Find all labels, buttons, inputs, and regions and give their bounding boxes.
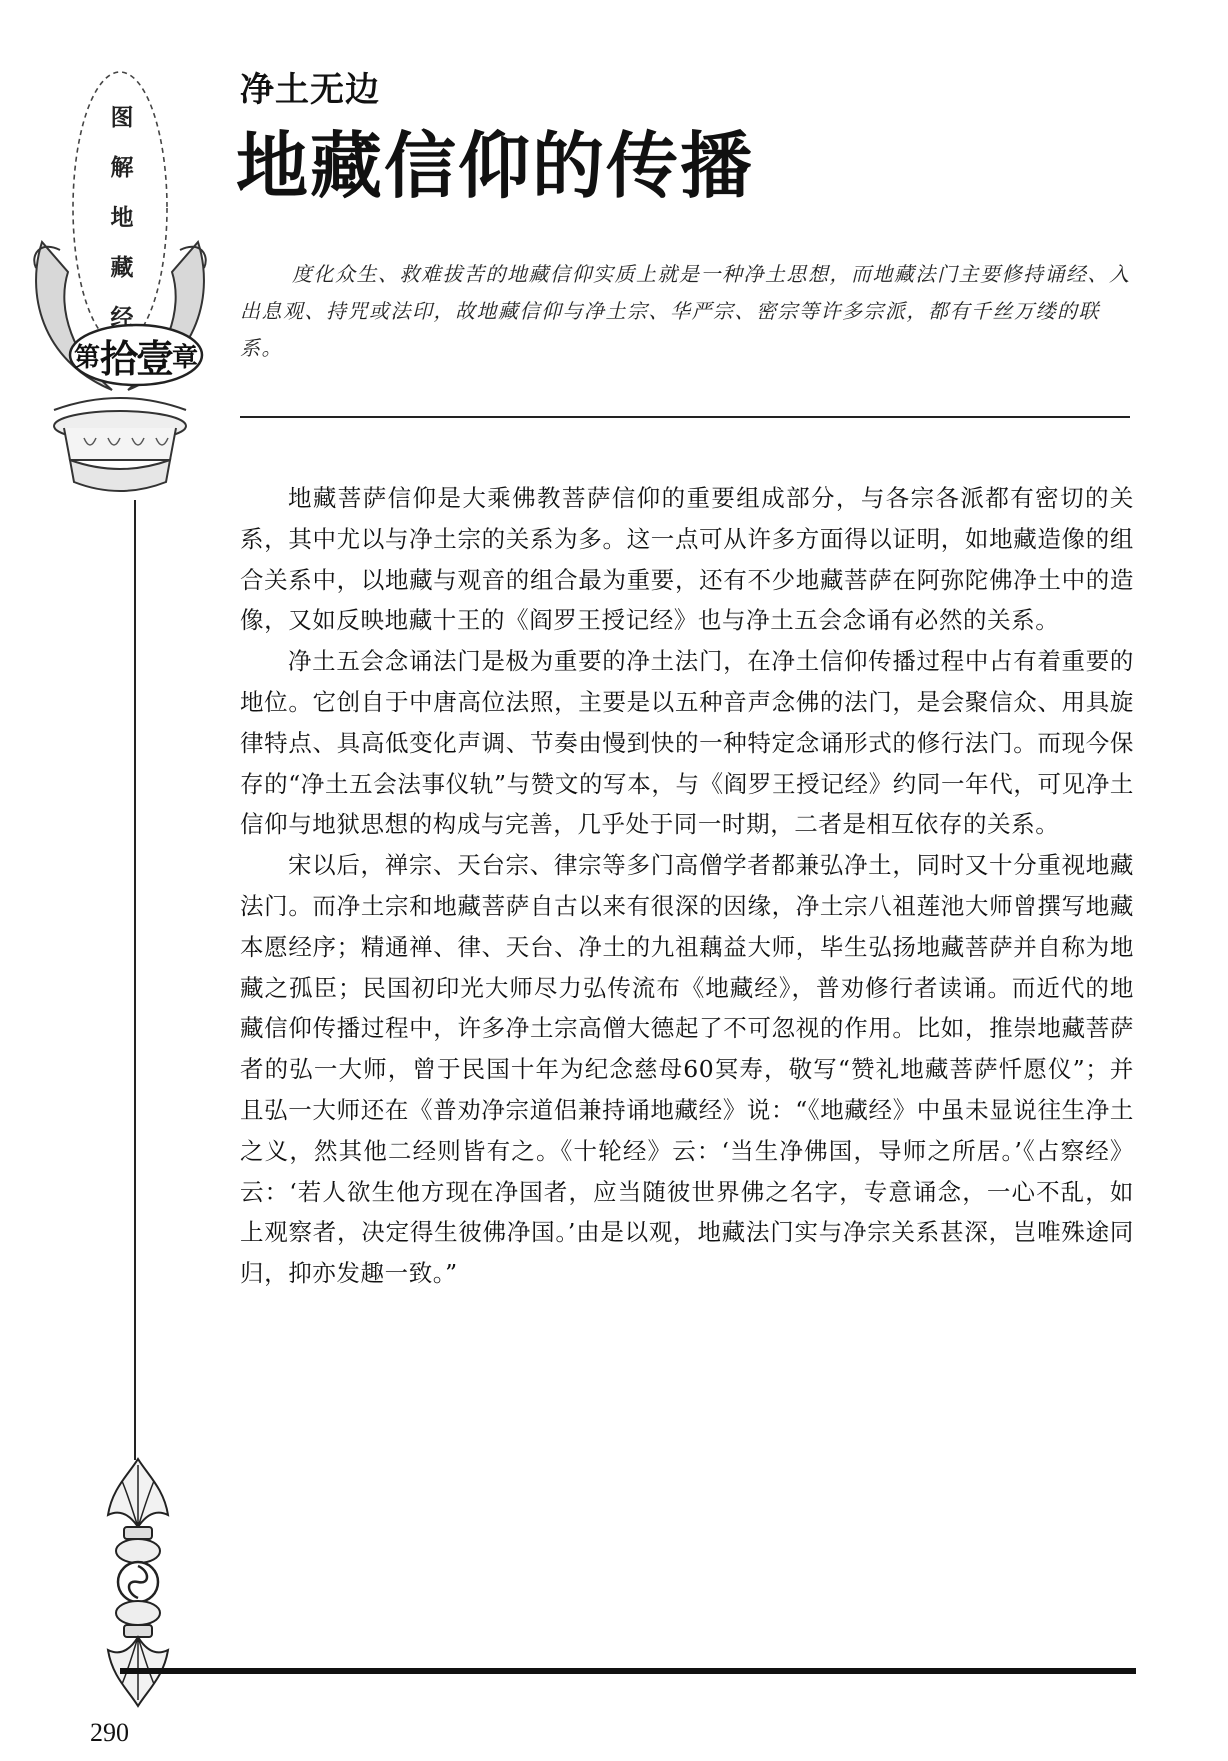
body-paragraph: 宋以后，禅宗、天台宗、律宗等多门高僧学者都兼弘净土，同时又十分重视地藏法门。而净土宗和地藏菩萨自古以来有很深的因缘，净土宗八祖莲池大师曾撰写地藏本愿经序；精通禅、律、天台、净土的九祖藕益大师，毕生弘扬地藏菩萨并自称为地藏之孤臣；民国初印光大师尽力弘传流布《地藏经》，普劝修行者读诵。而近代的地藏信仰传播过程中，许多净土宗高僧大德起了不可忽视的作用。比如，推崇地藏菩萨者的弘一大师，曾于民国十年为纪念慈母60冥寿，敬写“赞礼地藏菩萨忏愿仪”；并且弘一大师还在《普劝净宗道侣兼持诵地藏经》说：“《地藏经》中虽未显说往生净土之义，然其他二经则皆有之。《十轮经》云：‘当生净佛国，导师之所居。’《占察经》云：‘若人欲生他方现在净国者，应当随彼世界佛之名字，专意诵念，一心不乱，如上观察者，决定得生彼佛净国。’由是以观，地藏法门实与净宗关系甚深，岂唯殊途同归，抑亦发趣一致。”	[240, 851, 1134, 1288]
series-title-char: 图	[110, 105, 134, 131]
body-text	[240, 478, 1134, 1294]
footer-rule	[120, 1668, 1136, 1674]
body-paragraph: 净土五会念诵法门是极为重要的净土法门，在净土信仰传播过程中占有着重要的地位。它创自于中唐高位法照，主要是以五种音声念佛的法门，是会聚信众、用具旋律特点、具高低变化声调、节奏由慢到快的一种特定念诵形式的修行法门。而现今保存的“净土五会法事仪轨”与赞文的写本，与《阎罗王授记经》约同一年代，可见净土信仰与地狱思想的构成与完善，几乎处于同一时期，二者是相互依存的关系。	[240, 647, 1134, 839]
page-title: 地藏信仰的传播	[236, 124, 755, 208]
series-title-char: 藏	[110, 255, 134, 281]
chapter-number: 拾壹	[100, 336, 173, 381]
margin-rule	[133, 500, 137, 1460]
series-title-char: 经	[110, 305, 134, 331]
intro-paragraph: 度化众生、救难拔苦的地藏信仰实质上就是一种净土思想，而地藏法门主要修持诵经、入出息观、持咒或法印，故地藏信仰与净土宗、华严宗、密宗等许多宗派，都有千丝万缕的联系。	[240, 262, 1131, 360]
chapter-suffix: 章	[172, 342, 199, 373]
header-divider	[240, 416, 1130, 418]
page-number: 290	[90, 1718, 129, 1747]
body-paragraph: 地藏菩萨信仰是大乘佛教菩萨信仰的重要组成部分，与各宗各派都有密切的关系，其中尤以与净土宗的关系为多。这一点可从许多方面得以证明，如地藏造像的组合关系中，以地藏与观音的组合最为重要，还有不少地藏菩萨在阿弥陀佛净土中的造像，又如反映地藏十王的《阎罗王授记经》也与净土五会念诵有必然的关系。	[240, 484, 1134, 635]
book-series-title	[96, 100, 148, 350]
section-kicker: 净土无边	[240, 70, 380, 110]
chapter-badge	[74, 330, 198, 380]
series-title-char: 解	[110, 155, 134, 181]
series-title-char: 地	[110, 205, 134, 231]
chapter-prefix: 第	[73, 342, 100, 373]
